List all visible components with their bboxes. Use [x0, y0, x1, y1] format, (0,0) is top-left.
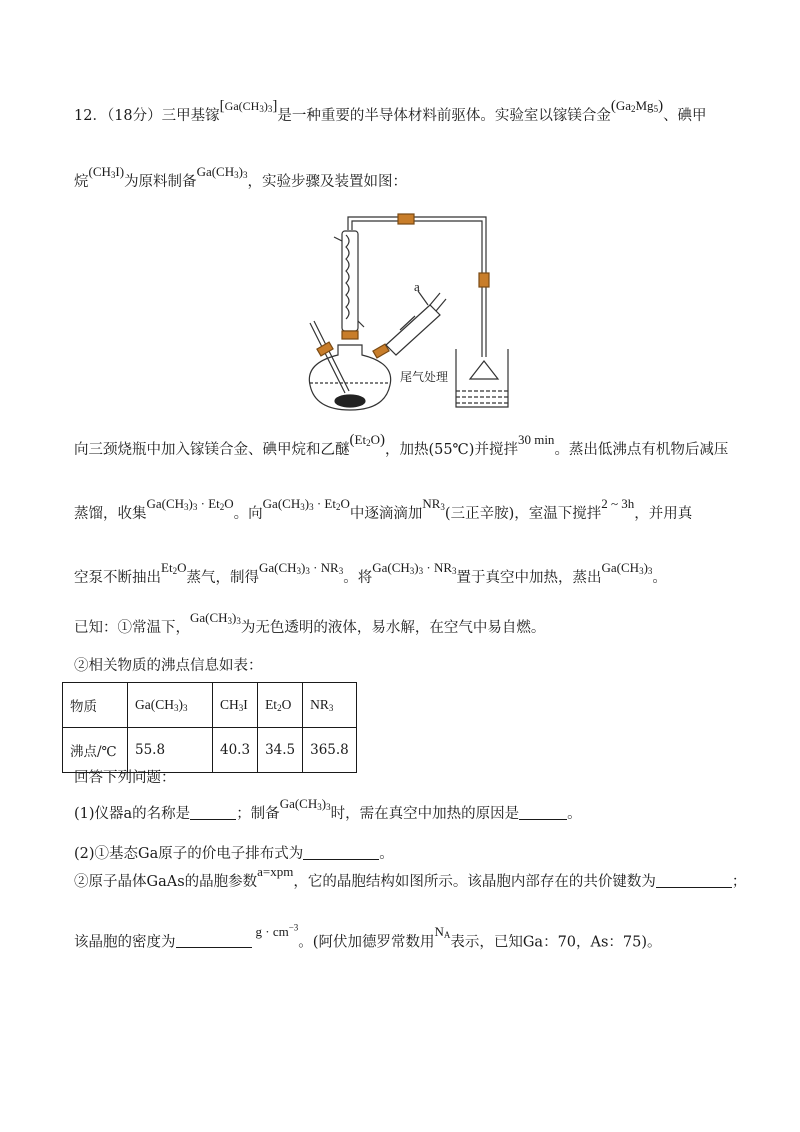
formula-ga-ch3-3-et2o: $Ga(CH_3)_3 \cdot Et_2O$	[262, 496, 350, 512]
text: 。	[567, 806, 582, 822]
steps-line-1	[74, 432, 729, 463]
known-line-1	[74, 610, 546, 641]
formula-ga-ch3-3-et2o: $Ga(CH_3)_3 \cdot Et_2O$	[146, 496, 234, 512]
symbol-na: $N_A$	[434, 924, 451, 941]
q4-line	[74, 923, 662, 955]
text: 烷	[74, 174, 89, 190]
question-number: 12．（18分）	[74, 108, 162, 124]
text: 已知：①常温下，	[74, 620, 190, 636]
question-line-2	[74, 164, 407, 195]
text: (1)仪器a的名称是	[74, 806, 191, 822]
text: 。将	[343, 570, 373, 586]
question-line-1	[74, 98, 707, 129]
text: 中逐滴滴加	[349, 506, 423, 522]
text: 蒸馏，收集	[74, 506, 147, 522]
condenser	[342, 231, 358, 331]
answer-blank[interactable]	[656, 873, 732, 888]
answer-blank[interactable]	[303, 845, 379, 860]
text: (三正辛胺)，室温下搅拌	[444, 506, 602, 522]
text: 三甲基镓	[161, 108, 220, 124]
table-cell: 沸点/℃	[63, 728, 128, 773]
table-header-row	[63, 683, 357, 728]
steps-line-3	[74, 560, 667, 591]
table-cell: 40.3	[213, 728, 258, 773]
table-cell: 365.8	[303, 728, 357, 773]
text: 。向	[233, 506, 263, 522]
answer-blank[interactable]	[519, 805, 567, 820]
text: 。	[652, 570, 667, 586]
known-line-2	[74, 656, 263, 676]
q1-line	[74, 796, 582, 827]
text: 置于真空中加热，蒸出	[456, 570, 602, 586]
value-lattice-parameter: a=xpm	[257, 864, 294, 879]
text: 向三颈烧瓶中加入镓镁合金、碘甲烷和乙醚	[74, 442, 350, 458]
text: 、碘甲	[663, 108, 707, 124]
steps-line-2	[74, 496, 693, 527]
table-header-cell: $NR_3$	[303, 683, 357, 728]
formula-ga-ch3-3: $Ga(CH_3)_3$	[190, 610, 241, 626]
alloy-solid	[335, 395, 365, 407]
text: 。蒸出低沸点有机物后减压	[554, 442, 729, 458]
text: 蒸气，制得	[186, 570, 259, 586]
table-header-cell: $CH_3I$	[213, 683, 258, 728]
text: ，它的晶胞结构如图所示。该晶胞内部存在的共价键数为	[293, 874, 656, 890]
text: 。	[379, 846, 394, 862]
text: 为原料制备	[124, 174, 197, 190]
formula-et2o: $Et_2O$	[161, 560, 187, 576]
text: ；	[731, 874, 747, 890]
table-header-cell: 物质	[63, 683, 128, 728]
label-a: a	[414, 279, 420, 294]
text: ；制备	[236, 806, 280, 822]
formula-ga-ch3-3: $[Ga(CH_3)_3]$	[219, 98, 278, 114]
table-header-cell: $Ga(CH_3)_3$	[128, 683, 213, 728]
condenser-joint	[342, 331, 358, 339]
text: ，实验步骤及装置如图：	[247, 174, 407, 190]
inverted-funnel	[470, 361, 498, 379]
text: 。(阿伏加德罗常数用	[298, 934, 435, 951]
formula-nr3: $NR_3$	[422, 496, 445, 512]
answer-blank[interactable]	[190, 805, 236, 820]
apparatus-figure	[290, 205, 510, 415]
answer-blank[interactable]	[176, 933, 252, 948]
formula-ch3i: $(CH_3I)$	[88, 164, 125, 180]
q2-line	[74, 844, 394, 864]
value-time-2-3h: 2 ~ 3h	[601, 496, 635, 511]
formula-ga2mg5: $(Ga_2Mg_5)$	[610, 98, 664, 114]
table-cell: 34.5	[258, 728, 303, 773]
text: (2)①基态Ga原子的价电子排布式为	[74, 846, 304, 862]
text: ，并用真	[634, 506, 693, 522]
text: 表示，已知Ga：70，As：75)。	[450, 934, 662, 951]
tube-clamp	[398, 214, 414, 224]
boiling-point-table	[62, 682, 357, 773]
table-cell: 55.8	[128, 728, 213, 773]
table-row	[63, 728, 357, 773]
text: 该晶胞的密度为	[74, 934, 176, 951]
text: 为无色透明的液体，易水解，在空气中易自燃。	[240, 620, 546, 636]
formula-ga-ch3-3: $Ga(CH_3)_3$	[601, 560, 653, 576]
formula-ga-ch3-3: $Ga(CH_3)_3$	[279, 796, 331, 812]
label-tail-gas: 尾气处理	[400, 370, 449, 384]
text: 是一种重要的半导体材料前驱体。实验室以镓镁合金	[277, 108, 611, 124]
text: 时，需在真空中加热的原因是	[330, 806, 520, 822]
unit-density: $g \cdot cm^{-3}$	[255, 923, 299, 940]
q3-line	[74, 864, 747, 892]
text: 空泵不断抽出	[74, 570, 161, 586]
answer-prompt: 回答下列问题：	[74, 770, 176, 786]
formula-ga-ch3-3: $Ga(CH_3)_3$	[196, 164, 248, 180]
text: ②原子晶体GaAs的晶胞参数	[74, 874, 258, 890]
text: ，加热(55℃)并搅拌	[384, 442, 518, 458]
beaker	[456, 349, 508, 407]
table-header-cell: $Et_2O$	[258, 683, 303, 728]
formula-et2o: $(Et_2O)$	[349, 432, 385, 448]
value-time-30min: 30 min	[517, 432, 555, 447]
tube-clamp	[479, 273, 489, 287]
formula-ga-ch3-3-nr3: $Ga(CH_3)_3 \cdot NR_3$	[258, 560, 344, 576]
dropping-funnel	[386, 305, 440, 355]
text: ②相关物质的沸点信息如表：	[74, 658, 263, 674]
formula-ga-ch3-3-nr3: $Ga(CH_3)_3 \cdot NR_3$	[372, 560, 457, 576]
